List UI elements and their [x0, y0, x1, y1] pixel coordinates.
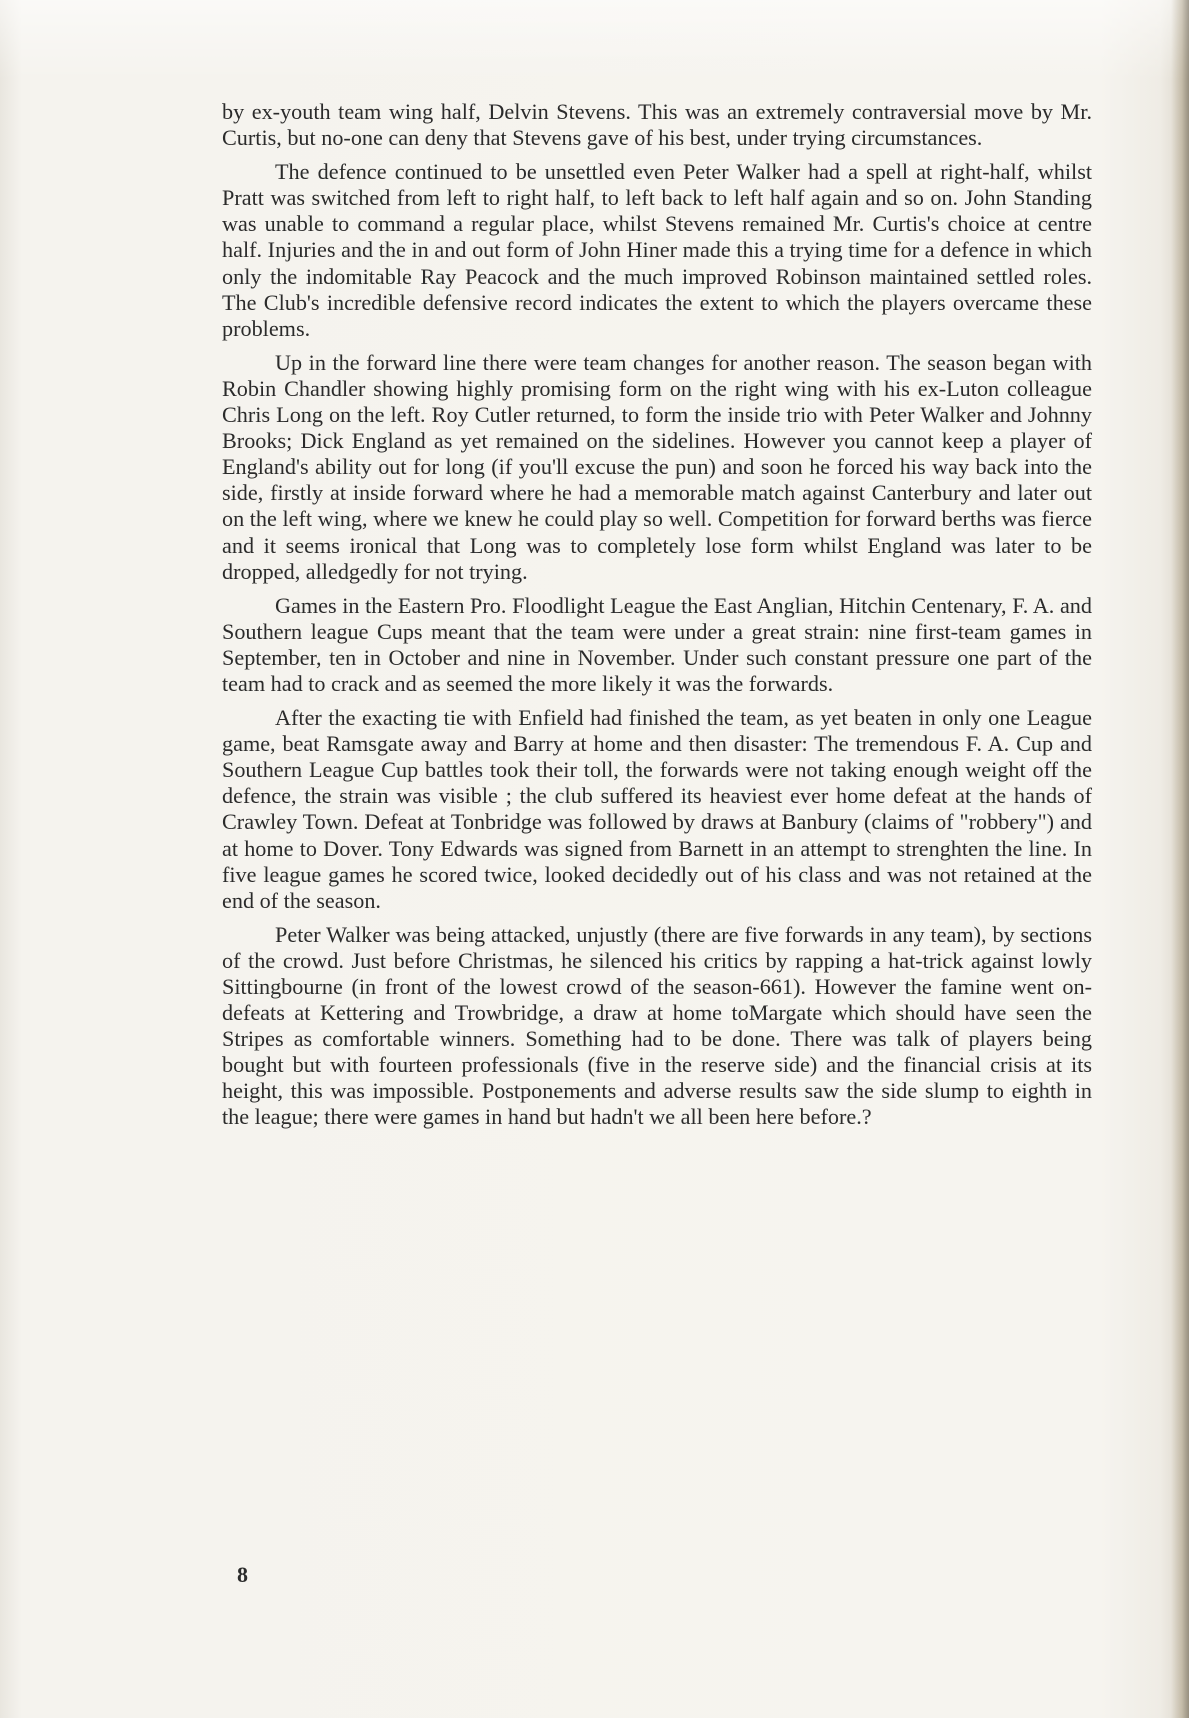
page-right-edge: [1171, 0, 1189, 1718]
paragraph-1: by ex-youth team wing half, Delvin Stevens. This was an extremely contraversial move by Mr. Curtis, but no-one can deny that Stevens gave of his best, under trying circumstances.: [222, 99, 1092, 151]
paragraph-4: Games in the Eastern Pro. Floodlight League the East Anglian, Hitchin Centenary, F. A. and Southern league Cups meant that the team were under a great strain: nine first-team games in September, ten in October and nine in November. Under such constant pressure one part of the team had to crack and as seemed the more likely it was the forwards.: [222, 592, 1092, 696]
paragraph-3: Up in the forward line there were team changes for another reason. The season began with Robin Chandler showing highly promising form on the right wing with his ex-Luton colleague Chris Long on the left. Roy Cutler returned, to form the inside trio with Peter Walker and Johnny Brooks; Dick England as yet remained on the sidelines. However you cannot keep a player of England's ability out for long (if you'll excuse the pun) and soon he forced his way back into the side, firstly at inside forward where he had a memorable match against Canterbury and later out on the left wing, where we knew he could play so well. Competition for forward berths was fierce and it seems ironical that Long was to completely lose form whilst England was later to be dropped, alledgedly for not trying.: [222, 349, 1092, 584]
paragraph-2: The defence continued to be unsettled even Peter Walker had a spell at right-half, whilst Pratt was switched from left to right half, to left back to left half again and so on. John Standing was unable to command a regular place, whilst Stevens remained Mr. Curtis's choice at centre half. Injuries and the in and out form of John Hiner made this a trying time for a defence in which only the indomitable Ray Peacock and the much improved Robinson maintained settled roles. The Club's incredible defensive record indicates the extent to which the players overcame these problems.: [222, 159, 1092, 341]
page-number: 8: [237, 1562, 248, 1587]
page-top-fade: [0, 0, 1189, 80]
article-body: [222, 99, 1092, 1139]
paragraph-5: After the exacting tie with Enfield had finished the team, as yet beaten in only one League game, beat Ramsgate away and Barry at home and then disaster: The tremendous F. A. Cup and Southern League Cup battles took their toll, the forwards were not taking enough weight off the defence, the strain was visible ; the club suffered its heaviest ever home defeat at the hands of Crawley Town. Defeat at Tonbridge was followed by draws at Banbury (claims of "robbery") and at home to Dover. Tony Edwards was signed from Barnett in an attempt to strenghten the line. In five league games he scored twice, looked decidedly out of his class and was not retained at the end of the season.: [222, 705, 1092, 913]
paragraph-6: Peter Walker was being attacked, unjustly (there are five forwards in any team), by sections of the crowd. Just before Christmas, he silenced his critics by rapping a hat-trick against lowly Sittingbourne (in front of the lowest crowd of the season-661). However the famine went on-defeats at Kettering and Trowbridge, a draw at home toMargate which should have seen the Stripes as comfortable winners. Something had to be done. There was talk of players being bought but with fourteen professionals (five in the reserve side) and the financial crisis at its height, this was impossible. Postponements and adverse results saw the side slump to eighth in the league; there were games in hand but hadn't we all been here before.?: [222, 921, 1092, 1130]
